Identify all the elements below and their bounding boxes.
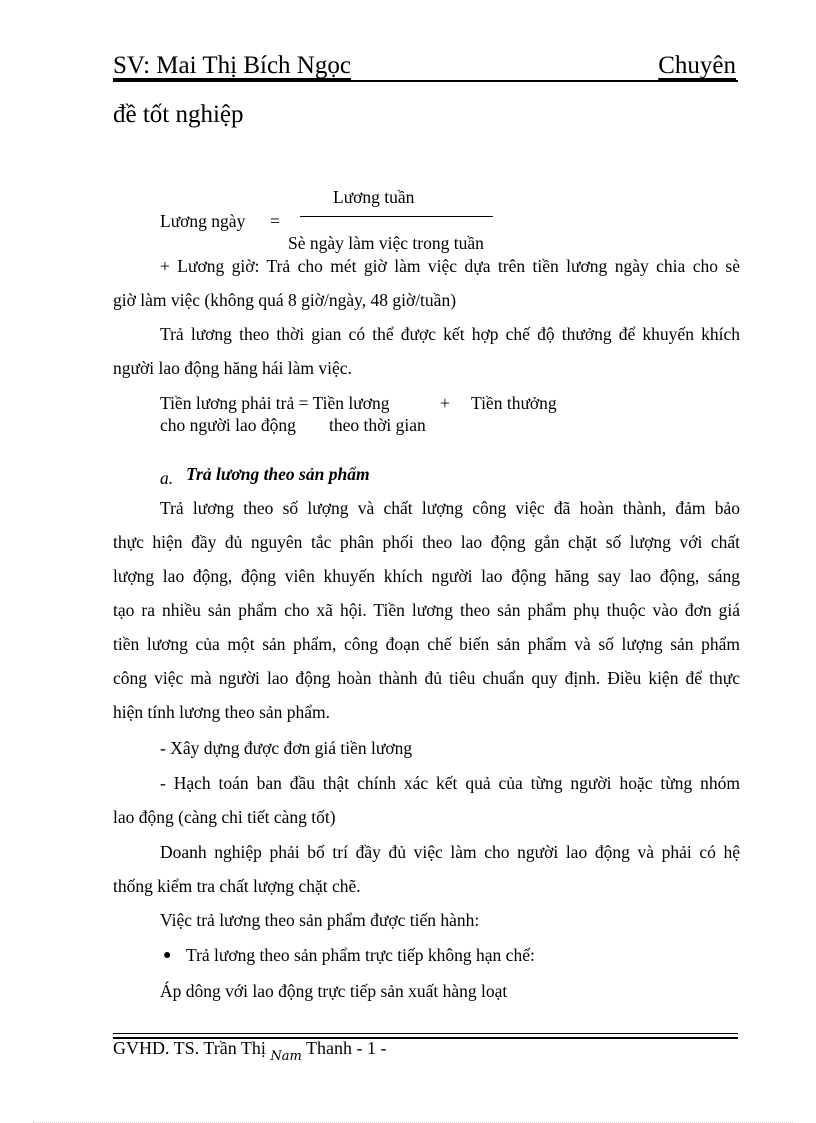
footer-advisor-nam: Nam (270, 1049, 302, 1064)
header-doc-type: Chuyên (658, 52, 736, 79)
paragraph-line: công việc mà người lao động hoàn thành đủ tiêu chuẩn quy định. Điều kiện để thực (113, 668, 740, 688)
paragraph-line: tạo ra nhiều sản phẩm cho xã hội. Tiền lương theo sản phẩm phụ thuộc vào đơn giá (113, 600, 740, 620)
paragraph-line: thống kiểm tra chất lượng chặt chẽ. (113, 876, 361, 896)
paragraph-line: Áp dông với lao động trực tiếp sản xuất hàng loạt (160, 981, 508, 1001)
formula1-fraction-bar (300, 216, 493, 217)
footer-rule-thin (113, 1033, 738, 1034)
header-doc-type-continued: đề tốt nghiệp (113, 101, 244, 128)
paragraph-line: người lao động hăng hái làm việc. (113, 358, 352, 378)
list-item: - Xây dựng được đơn giá tiền lương (160, 738, 413, 758)
formula2-left-line3: theo thời gian (329, 415, 426, 435)
paragraph-line: giờ làm việc (không quá 8 giờ/ngày, 48 giờ/tuần) (113, 290, 457, 310)
formula2-left-line2: cho người lao động (160, 415, 296, 435)
formula1-label: Lương ngày (160, 211, 246, 231)
paragraph-line: Doanh nghiệp phải bố trí đầy đủ việc làm cho người lao động và phải có hệ (160, 842, 740, 862)
formula1-denominator: Sè ngày làm việc trong tuần (288, 233, 484, 253)
paragraph-line: hiện tính lương theo sản phẩm. (113, 702, 331, 722)
footer-advisor-prefix: GVHD. TS. Trần Thị (113, 1038, 266, 1058)
header-student-name: SV: Mai Thị Bích Ngọc (113, 52, 351, 79)
header-rule (113, 80, 738, 82)
formula2-left-line1: Tiền lương phải trả = Tiền lương (160, 393, 390, 413)
paragraph-line: + Lương giờ: Trả cho mét giờ làm việc dựa trên tiền lương ngày chia cho sè (160, 256, 740, 276)
list-item: lao động (càng chi tiết càng tốt) (113, 807, 336, 827)
paragraph-line: lượng lao động, động viên khuyến khích người lao động hăng say lao động, sáng (113, 566, 740, 586)
list-item: - Hạch toán ban đầu thật chính xác kết quả của từng người hoặc từng nhóm (160, 773, 740, 793)
bullet-icon: ● (163, 948, 172, 963)
paragraph-line: Việc trả lương theo sản phẩm được tiến hành: (160, 910, 480, 930)
paragraph-line: Trả lương theo thời gian có thể được kết hợp chế độ thưởng để khuyến khích (160, 324, 740, 344)
formula1-equals: = (270, 211, 280, 231)
footer-advisor-suffix: Thanh - 1 - (306, 1038, 387, 1058)
paragraph-line: tiền lương của một sản phẩm, công đoạn chế biến sản phẩm và số lượng sản phẩm (113, 634, 740, 654)
section-letter: a. (160, 468, 174, 488)
paragraph-line: Trả lương theo số lượng và chất lượng công việc đã hoàn thành, đảm bảo (160, 498, 740, 518)
paragraph-line: thực hiện đầy đủ nguyên tắc phân phối theo lao động gắn chặt số lượng với chất (113, 532, 740, 552)
footer (113, 1038, 387, 1064)
bullet-text: Trả lương theo sản phẩm trực tiếp không hạn chế: (186, 945, 535, 965)
section-title: Trả lương theo sản phẩm (186, 464, 370, 484)
formula2-plus: + (440, 393, 450, 413)
formula2-right: Tiền thưởng (471, 393, 557, 413)
formula1-numerator: Lương tuần (333, 187, 415, 207)
